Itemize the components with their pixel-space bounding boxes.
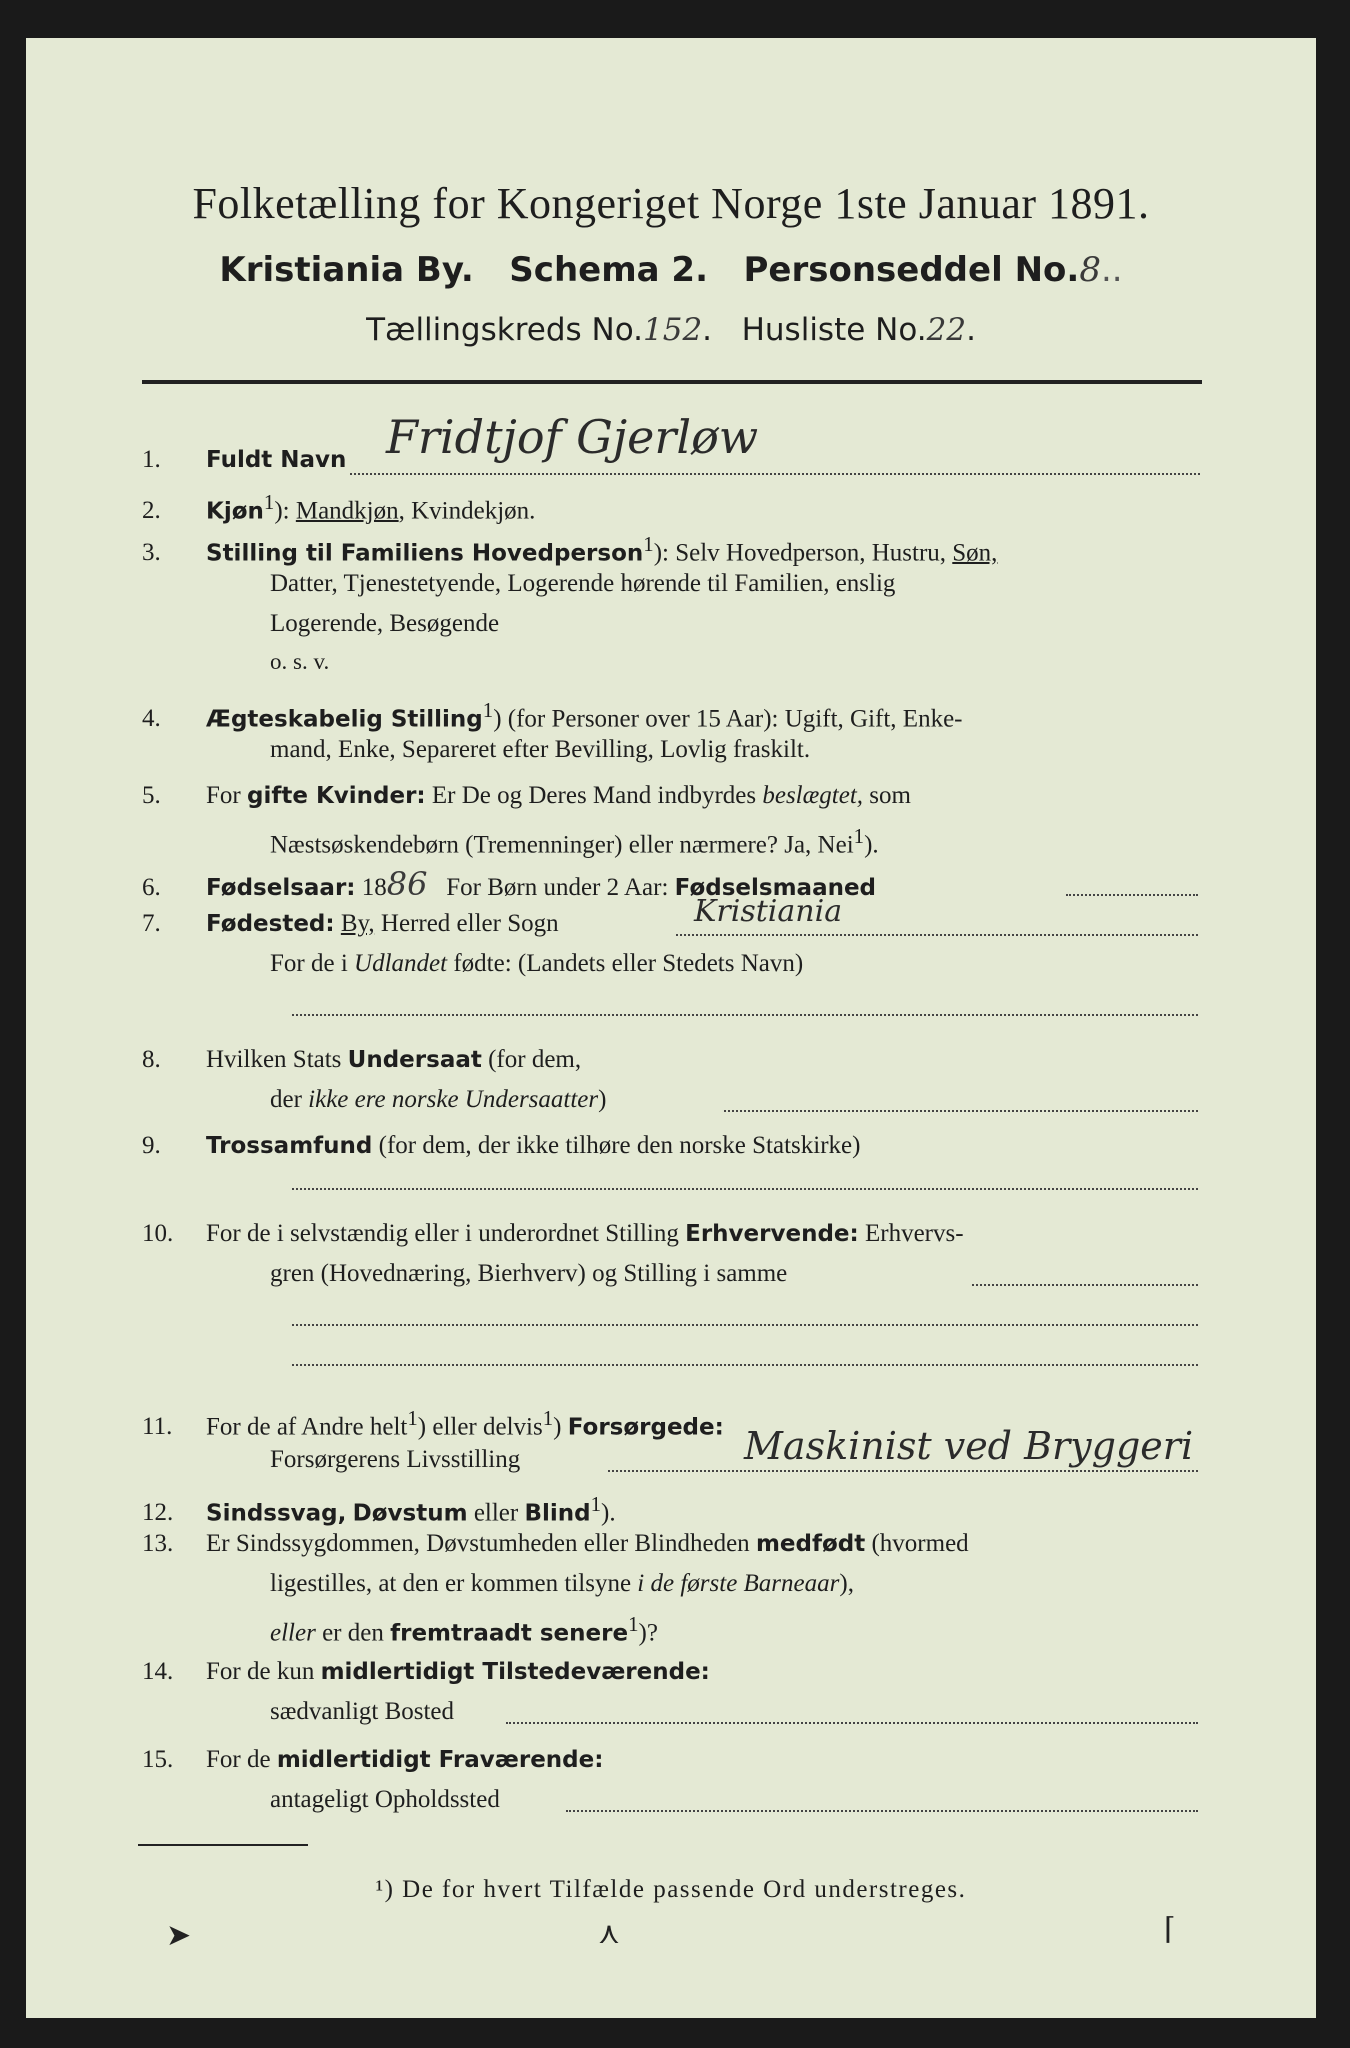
census-form: Folketælling for Kongeriget Norge 1ste Januar 1891. Kristiania By. Schema 2. Personseddel No.8.. Tællingskreds No.152. Husliste No.22. 1. Fuldt Navn Fridtjof Gjerløw 2. Kjøn$^1$): Mandkjøn, Kvindekjøn. 3. Stilling til Familiens Hovedperson$^1$): Selv Hovedperson, Hustru, Søn, Datter, Tjenestetyende, Logerende hørende til Familien, enslig Logerende, Besøgende o. s. v. 4. Ægteskabelig Stilling$^1$) (for Personer over 15 Aar): Ugift, Gift, Enke- mand, Enke, Separeret efter Bevilling, Lovlig fraskilt. 5. For gifte Kvinder: Er De og Deres Mand indbyrdes beslægtet, som Næstsøskendebørn (Tremenninger) eller nærmere? Ja, Nei$^1$). 6. Fødselsaar: 1886 For Børn under 2 Aar: Fødselsmaaned 7. Fødested: By, Herred eller Sogn Kristiania For de i Udlandet fødte: (Landets eller Stedets Navn) 8. Hvilken Stats Undersaat (for dem, der ikke ere norske Undersaatter) 9. Trossamfund (for dem, der ikke tilhøre den norske Statskirke) 10. For de i selvstændig eller i underordnet Stilling Erhvervende: Erhvervs- gren (Hovednæring, Bierhverv) og Stilling i samme 11. For de af Andre helt$^1$) eller delvis$^1$) Forsørgede: Forsørgerens Livsstilling Maskinist ved Bryggeri 12. Sindssvag, Døvstum eller Blind$^1$). 13. Er Sindssygdommen, Døvstumheden eller Blindheden medfødt (hvormed ligestilles, at den er kommen tilsyne i de første Barneaar), eller er den fremtraadt senere$^1$)? 14. For de kun midlertidigt Tilstedeværende: sædvanligt Bosted 15. For de midlertidigt Fraværende: antageligt Opholdssted ¹) De for hvert Tilfælde passende Ord understreges. ➤ ⋏ ⌈ xyxy=(26,38,1316,2018)
city-name: Kristiania By. xyxy=(219,250,474,290)
sex-male-underlined: Mandkjøn xyxy=(295,497,399,525)
field-sex: 2. Kjøn$^1$): Mandkjøn, Kvindekjøn. xyxy=(142,490,536,525)
field-citizenship: 8. Hvilken Stats Undersaat (for dem, xyxy=(142,1046,582,1073)
form-subtitle: Kristiania By. Schema 2. Personseddel No.8.. xyxy=(219,250,1123,290)
kreds-number: 152 xyxy=(643,312,703,348)
header-divider xyxy=(142,380,1202,384)
footnote-rule xyxy=(138,1844,308,1846)
husliste-number: 22 xyxy=(926,312,967,348)
field-married-women: 5. For gifte Kvinder: Er De og Deres Mand indbyrdes beslægtet, som xyxy=(142,782,911,809)
personseddel-number: 8 xyxy=(1079,250,1101,290)
field-temporary-present: 14. For de kun midlertidigt Tilstedeværende: xyxy=(142,1658,710,1685)
field-marital-status: 4. Ægteskabelig Stilling$^1$) (for Personer over 15 Aar): Ugift, Gift, Enke- xyxy=(142,698,963,733)
birthplace-value: Kristiania xyxy=(694,894,843,929)
corner-mark-right: ⌈ xyxy=(1164,1912,1176,1947)
field-family-position: 3. Stilling til Familiens Hovedperson$^1$): Selv Hovedperson, Hustru, Søn, xyxy=(142,532,998,567)
provider-occupation-value: Maskinist ved Bryggeri xyxy=(744,1424,1194,1468)
field-congenital: 13. Er Sindssygdommen, Døvstumheden eller Blindheden medfødt (hvormed xyxy=(142,1530,969,1557)
form-title: Folketælling for Kongeriget Norge 1ste Januar 1891. xyxy=(192,179,1150,228)
birth-year-value: 86 xyxy=(386,865,428,903)
schema-label: Schema 2. xyxy=(509,250,708,290)
kreds-label: Tællingskreds No. xyxy=(366,312,643,348)
corner-mark-center: ⋏ xyxy=(598,1916,620,1951)
footnote: ¹) De for hvert Tilfælde passende Ord understreges. xyxy=(375,1876,967,1903)
field-full-name: 1. Fuldt Navn xyxy=(142,446,347,473)
field-dependents: 11. For de af Andre helt$^1$) eller delvis$^1$) Forsørgede: xyxy=(142,1406,724,1441)
field-birth-year: 6. Fødselsaar: 1886 For Børn under 2 Aar: Fødselsmaaned xyxy=(142,865,877,903)
full-name-line xyxy=(350,473,1200,475)
field-temporary-absent: 15. For de midlertidigt Fraværende: xyxy=(142,1746,604,1773)
field-occupation: 10. For de i selvstændig eller i underordnet Stilling Erhvervende: Erhvervs- xyxy=(142,1220,964,1247)
district-line: Tællingskreds No.152. Husliste No.22. xyxy=(366,312,976,348)
husliste-label: Husliste No. xyxy=(741,312,927,348)
corner-mark-left: ➤ xyxy=(166,1918,192,1953)
position-son-underlined: Søn, xyxy=(952,539,998,567)
personseddel-label: Personseddel No. xyxy=(743,250,1080,290)
field-birthplace: 7. Fødested: By, Herred eller Sogn xyxy=(142,910,559,937)
field-disability: 12. Sindssvag, Døvstum eller Blind$^1$). xyxy=(142,1492,616,1527)
birthplace-city-underlined: By, xyxy=(340,910,375,937)
full-name-value: Fridtjof Gjerløw xyxy=(386,410,759,464)
field-religion: 9. Trossamfund (for dem, der ikke tilhøre den norske Statskirke) xyxy=(142,1132,861,1159)
